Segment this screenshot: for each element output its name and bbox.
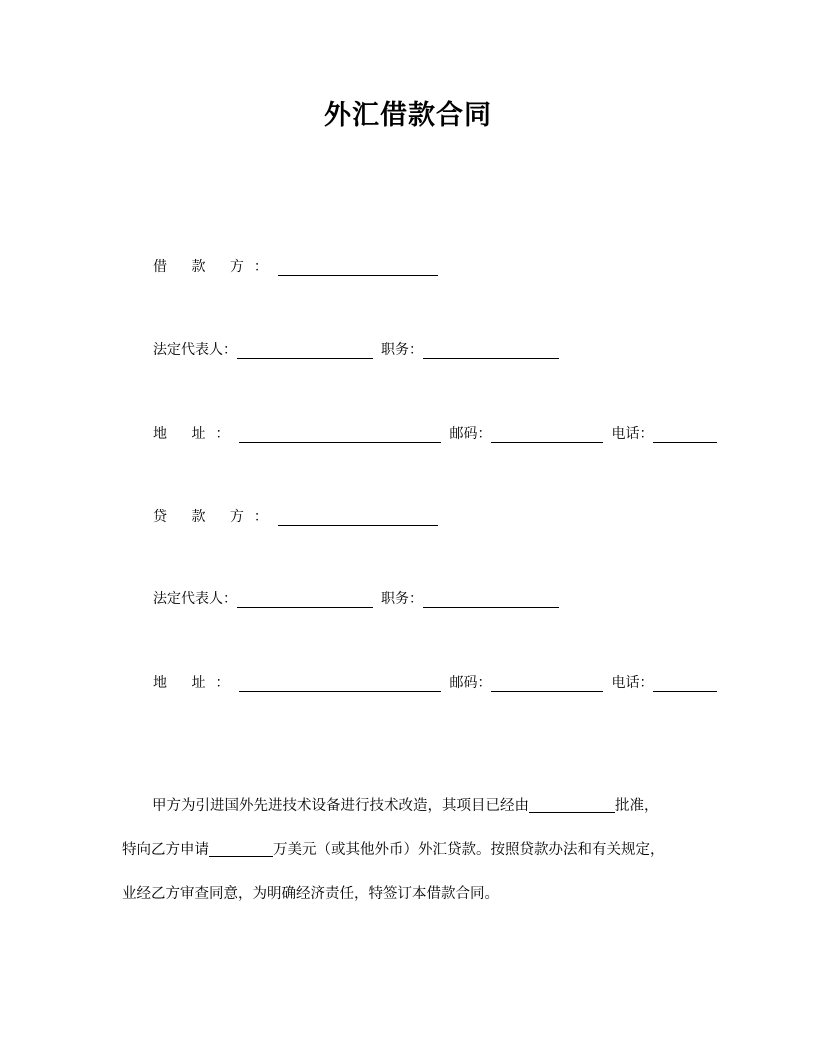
lender-rep-row [153,588,567,610]
preamble-line-3: 业经乙方审查同意，为明确经济责任，特签订本借款合同。 [122,886,499,902]
lender-postcode-label: 邮码： [449,675,492,691]
preamble-line-2-before: 特向乙方申请 [122,842,209,858]
page-title: 外汇借款合同 [324,100,492,131]
lender-party-label: 贷 款 方： [153,509,278,525]
lender-phone-field[interactable] [653,675,717,692]
lender-address-label: 地 址： [153,675,240,691]
loan-amount-field[interactable] [209,840,273,857]
lender-phone-label: 电话： [611,675,654,691]
lender-party-row [153,506,446,528]
borrower-phone-field[interactable] [653,426,717,443]
borrower-rep-field[interactable] [237,342,373,359]
lender-position-label: 职务： [381,591,423,607]
borrower-phone-label: 电话： [611,426,654,442]
lender-address-row [153,672,717,694]
approval-authority-field[interactable] [529,796,615,813]
borrower-address-row [153,423,717,445]
borrower-address-field[interactable] [239,426,441,443]
preamble-line-1 [122,784,706,828]
preamble-paragraph [122,784,706,916]
borrower-rep-row [153,339,567,361]
lender-name-field[interactable] [278,509,438,526]
preamble-line-2 [122,828,706,872]
borrower-postcode-field[interactable] [491,426,603,443]
borrower-name-field[interactable] [278,259,438,276]
preamble-line-1-after: 批准， [615,798,659,814]
borrower-address-label: 地 址： [153,426,240,442]
lender-position-field[interactable] [423,591,559,608]
lender-postcode-field[interactable] [491,675,603,692]
preamble-line-2-after: 万美元（或其他外币）外汇贷款。按照贷款办法和有关规定， [273,842,665,858]
lender-rep-field[interactable] [237,591,373,608]
lender-rep-label: 法定代表人： [153,591,237,607]
borrower-rep-label: 法定代表人： [153,342,237,358]
borrower-position-field[interactable] [423,342,559,359]
borrower-party-row [153,256,446,278]
borrower-postcode-label: 邮码： [449,426,492,442]
borrower-party-label: 借 款 方： [153,259,278,275]
borrower-position-label: 职务： [381,342,423,358]
preamble-line-1-before: 甲方为引进国外先进技术设备进行技术改造，其项目已经由 [152,798,529,814]
lender-address-field[interactable] [239,675,441,692]
